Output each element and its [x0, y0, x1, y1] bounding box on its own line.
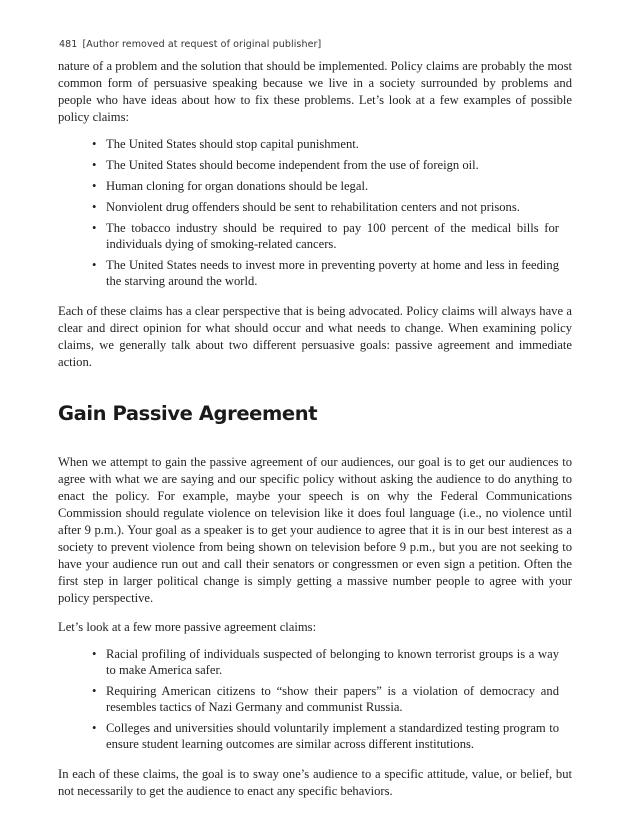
bullet-icon: • [92, 137, 97, 151]
section-paragraph-1: When we attempt to gain the passive agreement of our audiences, our goal is to get our audiences to agree with what we are saying and our specific policy without asking the audience to do anything to enact the policy. For example, maybe your speech is on why the Federal Communications Commission should regulate violence on television like it does foul language (i.e., no violence until after 9 p.m.). Your goal as a speaker is to get your audience to agree that it is in our best interest as a society to prevent violence from being shown on television before 9 p.m., but you are not seeking to have your audience run out and call their senators or congressmen or even sign a petition. Often the first step in larger political change is simply getting a massive number people to agree with your policy perspective. [58, 455, 572, 605]
page-number: 481 [59, 39, 78, 50]
list-item [92, 157, 559, 173]
list-item-text: Colleges and universities should voluntarily implement a standardized testing program to ensure student learning outcomes are similar across different institutions. [106, 721, 559, 751]
bullet-icon: • [92, 258, 97, 272]
policy-claims-list [58, 136, 572, 289]
list-item [92, 646, 559, 678]
list-item-text: Human cloning for organ donations should be legal. [106, 179, 369, 193]
bullet-icon: • [92, 221, 97, 235]
bullet-icon: • [92, 158, 97, 172]
list-item [92, 178, 559, 194]
bullet-icon: • [92, 179, 97, 193]
list-item [92, 683, 559, 715]
section-heading: Gain Passive Agreement [58, 402, 318, 425]
bullet-icon: • [92, 647, 97, 661]
list-item-text: The United States needs to invest more in preventing poverty at home and less in feeding the starving around the world. [106, 258, 559, 288]
list-item-text: Racial profiling of individuals suspected of belonging to known terrorist groups is a way to make America safer. [106, 647, 559, 677]
list-item-text: The United States should become independent from the use of foreign oil. [106, 158, 479, 172]
list-item [92, 199, 559, 215]
closing-paragraph: In each of these claims, the goal is to sway one’s audience to a specific attitude, value, or belief, but not necessarily to get the audience to enact any specific behaviors. [58, 767, 572, 798]
list-item [92, 136, 559, 152]
bullet-icon: • [92, 684, 97, 698]
after-claims-paragraph: Each of these claims has a clear perspective that is being advocated. Policy claims will always have a clear and direct opinion for what should occur and what needs to change. When examining policy claims, we generally talk about two different persuasive goals: passive agreement and immediate action. [58, 304, 572, 369]
list-item [92, 257, 559, 289]
passive-claims-list [58, 646, 572, 752]
bullet-icon: • [92, 721, 97, 735]
list-item-text: Nonviolent drug offenders should be sent to rehabilitation centers and not prisons. [106, 200, 520, 214]
running-title: [Author removed at request of original publisher] [82, 39, 322, 50]
list-item-text: The tobacco industry should be required to pay 100 percent of the medical bills for individuals dying of smoking-related cancers. [106, 221, 559, 251]
list-item-text: The United States should stop capital punishment. [106, 137, 359, 151]
list-item [92, 720, 559, 752]
list-item-text: Requiring American citizens to “show their papers” is a violation of democracy and resembles tactics of Nazi Germany and communist Russia. [106, 684, 559, 714]
intro-paragraph: nature of a problem and the solution that should be implemented. Policy claims are probably the most common form of persuasive speaking because we live in a society surrounded by problems and people who have ideas about how to fix these problems. Let’s look at a few examples of possible policy claims: [58, 59, 572, 124]
section-paragraph-2: Let’s look at a few more passive agreement claims: [58, 620, 317, 634]
list-item [92, 220, 559, 252]
running-header [59, 39, 572, 50]
bullet-icon: • [92, 200, 97, 214]
